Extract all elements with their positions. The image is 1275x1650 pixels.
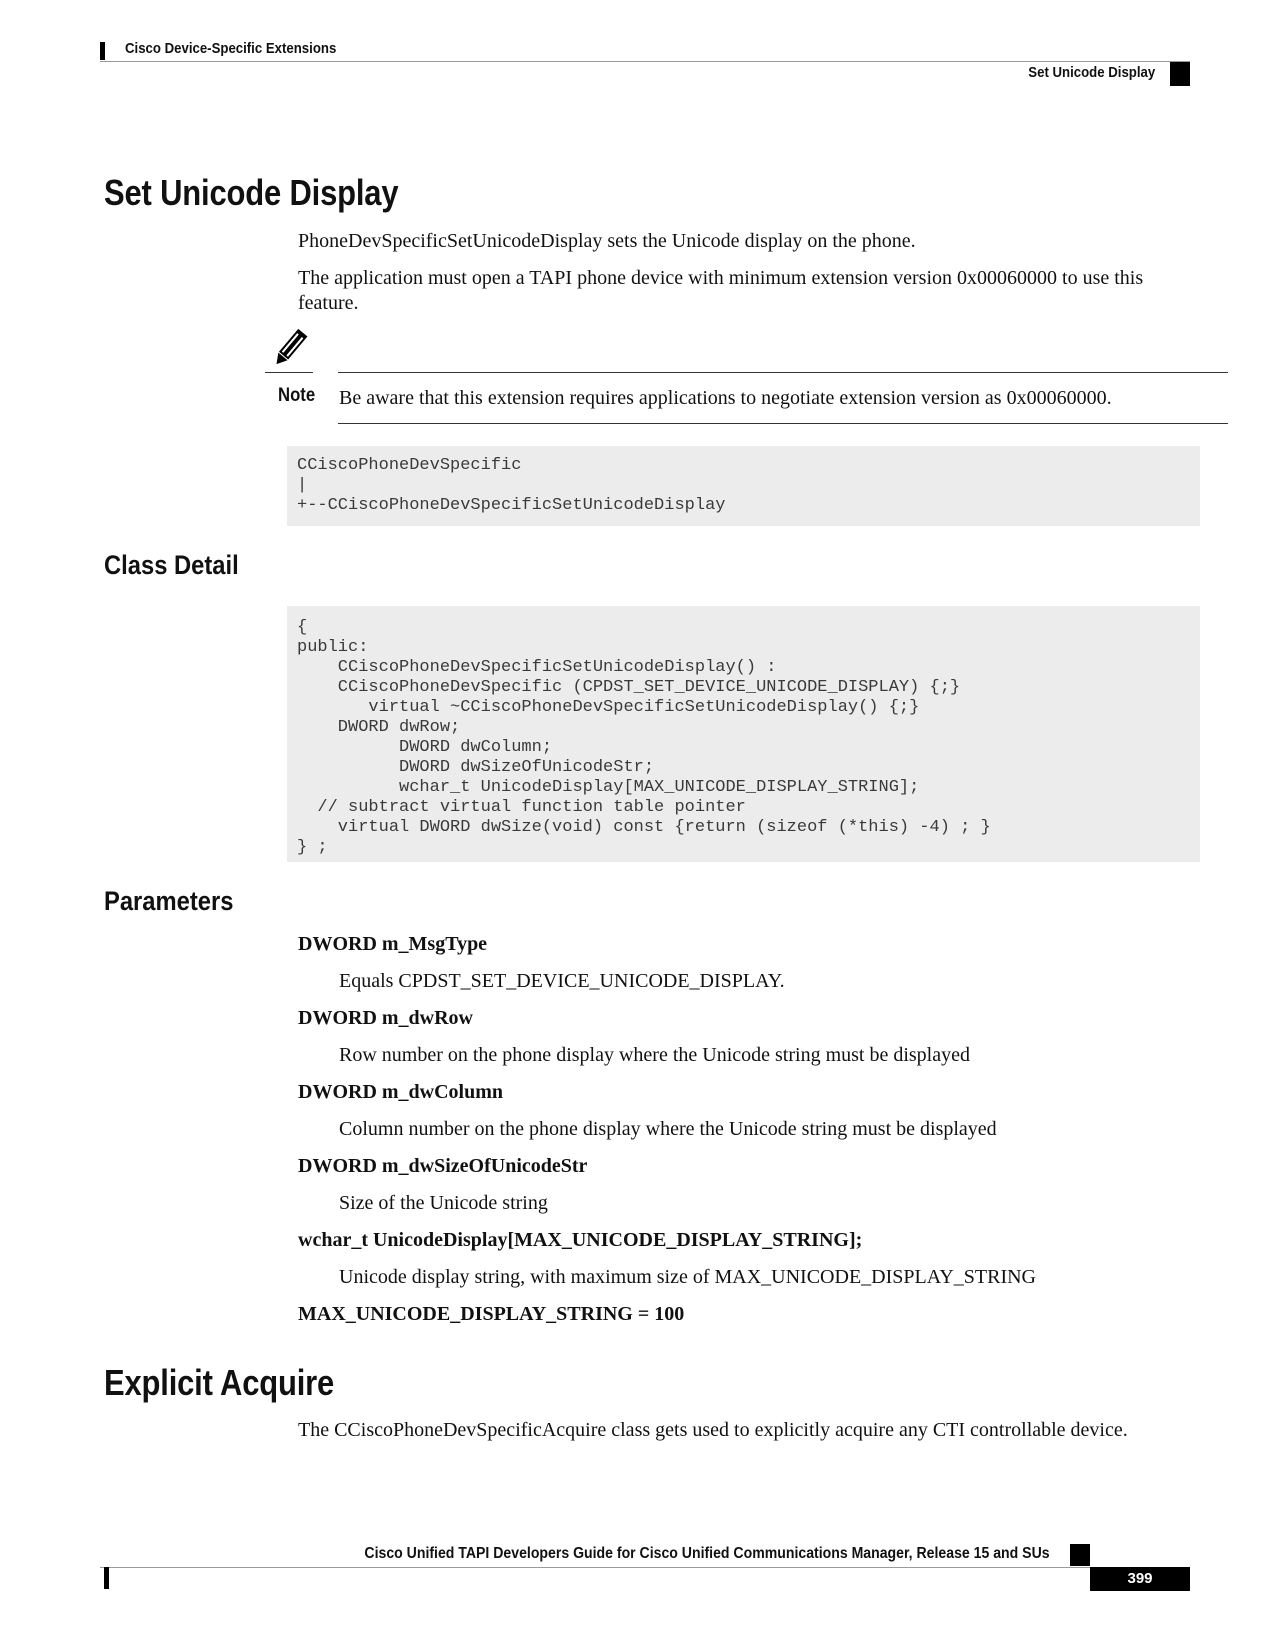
header-bar bbox=[100, 42, 105, 60]
section-title-explicit-acquire: Explicit Acquire bbox=[104, 1362, 335, 1403]
param-name: DWORD m_dwSizeOfUnicodeStr bbox=[298, 1155, 588, 1177]
page-number: 399 bbox=[1090, 1567, 1190, 1591]
note-bottom-rule bbox=[338, 423, 1228, 424]
running-section-title: Set Unicode Display bbox=[1028, 64, 1155, 81]
header-rule bbox=[100, 61, 1190, 62]
requirement-paragraph-line1: The application must open a TAPI phone device with minimum extension version 0x00060000 to use this bbox=[298, 267, 1144, 289]
param-name: DWORD m_dwRow bbox=[298, 1007, 473, 1029]
param-description: Size of the Unicode string bbox=[339, 1192, 548, 1214]
param-name: DWORD m_dwColumn bbox=[298, 1081, 504, 1103]
class-detail-code: { public: CCiscoPhoneDevSpecificSetUnicodeDisplay() : CCiscoPhoneDevSpecific (CPDST_SET_DEVICE_UNICODE_DISPLAY) {;} virtual ~CCiscoPhoneDevSpecificSetUnicodeDisplay() {;} DWORD dwRow; DWORD dwColumn; DWORD dwSizeOfUnicodeStr; wchar_t UnicodeDisplay[MAX_UNICODE_DISPLAY_STRING]; // subtract virtual function table pointer virtual DWORD dwSize(void) const {return (sizeof (*this) -4) ; } } ; bbox=[297, 618, 991, 857]
explicit-acquire-paragraph: The CCiscoPhoneDevSpecificAcquire class gets used to explicitly acquire any CTI controllable device. bbox=[298, 1419, 1128, 1441]
footer-rule bbox=[100, 1567, 1190, 1568]
pencil-icon bbox=[268, 326, 312, 370]
class-hierarchy-code-block bbox=[287, 446, 1200, 526]
note-label: Note bbox=[278, 385, 316, 406]
param-description: Equals CPDST_SET_DEVICE_UNICODE_DISPLAY. bbox=[339, 970, 785, 992]
footer-bar bbox=[104, 1567, 109, 1589]
footer-guide-title: Cisco Unified TAPI Developers Guide for Cisco Unified Communications Manager, Release 15 and SUs bbox=[364, 1545, 1050, 1562]
param-name: DWORD m_MsgType bbox=[298, 933, 488, 955]
param-name: wchar_t UnicodeDisplay[MAX_UNICODE_DISPLAY_STRING]; bbox=[298, 1229, 863, 1251]
param-constant: MAX_UNICODE_DISPLAY_STRING = 100 bbox=[298, 1303, 685, 1325]
param-description: Unicode display string, with maximum size of MAX_UNICODE_DISPLAY_STRING bbox=[339, 1266, 1037, 1288]
footer-marker bbox=[1070, 1544, 1090, 1566]
intro-paragraph: PhoneDevSpecificSetUnicodeDisplay sets the Unicode display on the phone. bbox=[298, 230, 916, 252]
param-description: Row number on the phone display where the Unicode string must be displayed bbox=[339, 1044, 970, 1066]
class-detail-code-block bbox=[287, 606, 1200, 862]
class-hierarchy-code: CCiscoPhoneDevSpecific | +--CCiscoPhoneDevSpecificSetUnicodeDisplay bbox=[297, 456, 726, 515]
chapter-title: Cisco Device-Specific Extensions bbox=[125, 40, 337, 57]
section-title-parameters: Parameters bbox=[104, 886, 234, 916]
note-top-rule bbox=[338, 372, 1228, 373]
note-text: Be aware that this extension requires applications to negotiate extension version as 0x00060000. bbox=[339, 387, 1112, 409]
requirement-paragraph-line2: feature. bbox=[298, 292, 359, 314]
section-title-class-detail: Class Detail bbox=[104, 550, 239, 580]
note-icon-rule bbox=[265, 372, 313, 373]
param-description: Column number on the phone display where the Unicode string must be displayed bbox=[339, 1118, 997, 1140]
section-title-set-unicode-display: Set Unicode Display bbox=[104, 172, 399, 213]
header-marker bbox=[1170, 62, 1190, 86]
